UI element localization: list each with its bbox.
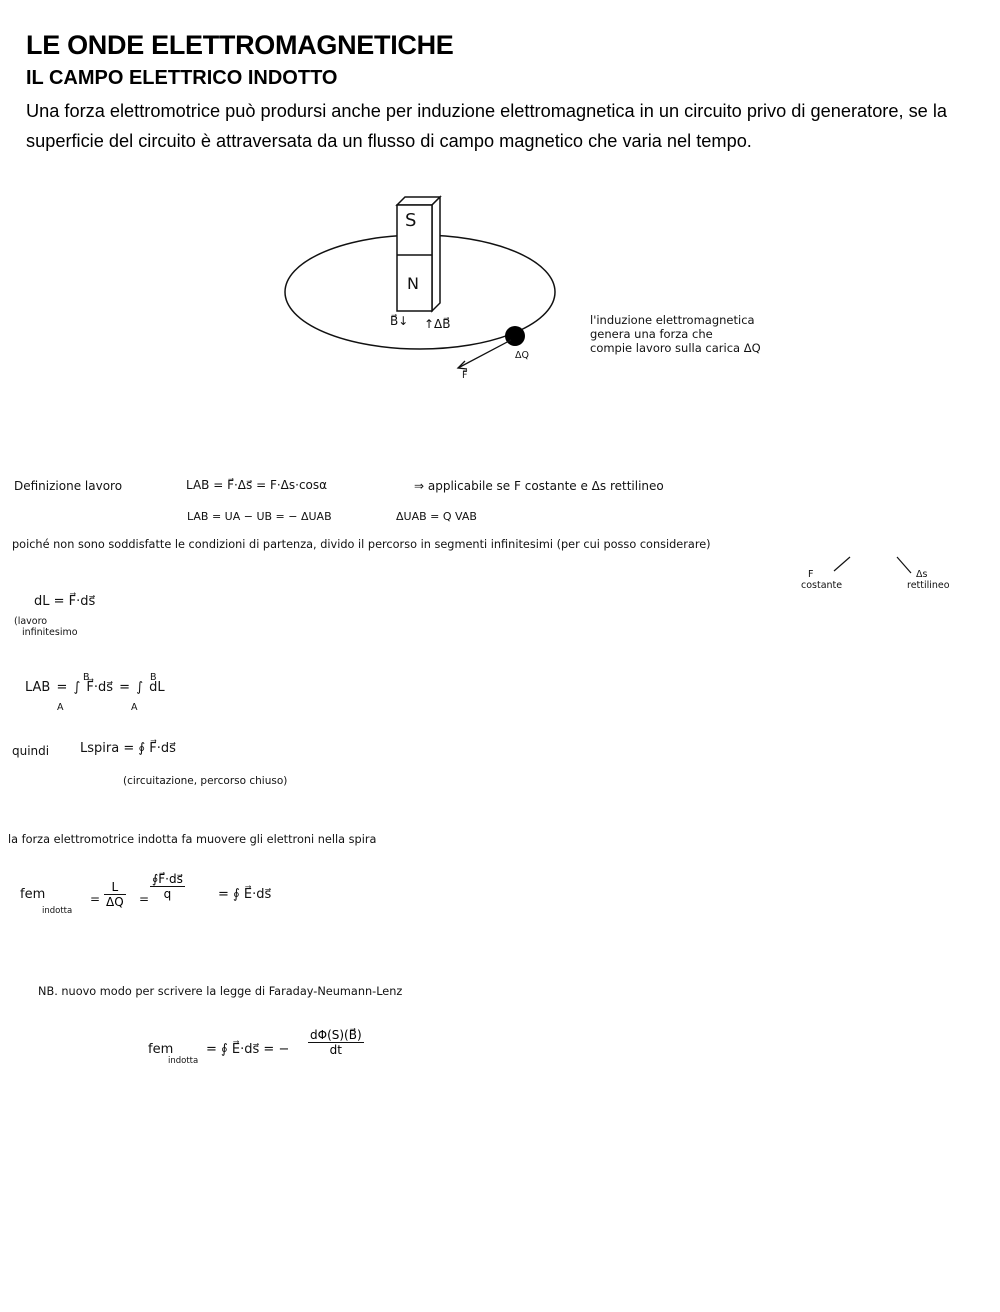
force-label: F⃗ <box>462 370 468 381</box>
diagram-note-line2: genera una forza che <box>590 327 713 341</box>
fraction-l-denominator: ΔQ <box>106 895 124 909</box>
force-constant-label-1: F <box>808 569 814 580</box>
infinitesimal-segments-text: poiché non sono soddisfatte le condizioni di partenza, divido il percorso in segmenti infinitesimi (per cui posso considerare) <box>12 538 711 551</box>
dl-formula: dL = F⃗·ds⃗ <box>34 594 96 609</box>
integral-upper-b1: B <box>83 672 90 683</box>
delta-b-label: ↑ΔB⃗ <box>424 317 451 331</box>
nb-faraday-text: NB. nuovo modo per scrivere la legge di Faraday-Neumann-Lenz <box>38 985 403 998</box>
magnet <box>397 197 440 311</box>
dl-note-line1: (lavoro <box>14 616 48 627</box>
delta-q-label: ΔQ <box>515 350 529 361</box>
pole-n-label: N <box>407 274 419 293</box>
dl-note-line2: infinitesimo <box>22 627 78 638</box>
equals-sign-2: = <box>139 892 150 906</box>
work-definition-label: Definizione lavoro <box>14 479 123 493</box>
faraday-law-formula: = ∮ E⃗·ds⃗ = − <box>206 1042 290 1057</box>
branch-line-left <box>834 557 850 571</box>
force-constant-label-2: costante <box>801 580 843 591</box>
fraction-circulation-numerator: ∮F⃗·ds⃗ <box>152 872 183 886</box>
emf-electrons-text: la forza elettromotrice indotta fa muovere gli elettroni nella spira <box>8 833 377 846</box>
work-potential-formula: LAB = UA − UB = − ΔUAB <box>187 510 332 523</box>
flux-derivative-numerator: dΦ(S)(B⃗) <box>310 1028 362 1042</box>
emf-subscript: indotta <box>42 906 73 916</box>
diagram-note-line1: l'induzione elettromagnetica <box>590 313 755 327</box>
ds-rectilinear-label-2: rettilineo <box>907 580 950 591</box>
pole-s-label: S <box>405 210 417 231</box>
work-formula: LAB = F⃗·Δs⃗ = F·Δs·cosα <box>186 478 328 492</box>
fraction-circulation-denominator: q <box>150 886 185 901</box>
fraction-l-over-dq <box>104 880 126 909</box>
circuitazione-note: (circuitazione, percorso chiuso) <box>123 775 288 787</box>
lab-integral-formula: LAB = ∫ F⃗·ds⃗ = ∫ dL <box>25 680 165 695</box>
integral-lower-a2: A <box>131 702 138 713</box>
fraction-l-numerator: L <box>111 880 119 894</box>
emf-label: fem <box>20 887 46 902</box>
charge-dot <box>505 326 525 346</box>
fraction-flux-derivative <box>308 1028 364 1057</box>
intro-paragraph: Una forza elettromotrice può prodursi anche per induzione elettromagnetica in un circuito privo di generatore, se la superficie del circuito è attraversata da un flusso di campo magnetico che varia nel tempo. <box>26 101 947 151</box>
branch-line-right <box>897 557 911 573</box>
b-field-label: B⃗↓ <box>390 314 409 328</box>
quindi-label: quindi <box>12 744 50 758</box>
work-condition: ⇒ applicabile se F costante e Δs rettilineo <box>414 479 664 493</box>
emf2-subscript: indotta <box>168 1056 199 1066</box>
emf2-label: fem <box>148 1042 174 1057</box>
integral-lower-a1: A <box>57 702 64 713</box>
force-arrow <box>458 340 511 368</box>
page-title: LE ONDE ELETTROMAGNETICHE <box>26 30 454 60</box>
equals-sign-1: = <box>90 892 101 906</box>
fraction-circulation-over-q <box>150 872 185 901</box>
integral-upper-b2: B <box>150 672 157 683</box>
diagram-note-line3: compie lavoro sulla carica ΔQ <box>590 341 761 355</box>
potential-energy-formula: ΔUAB = Q VAB <box>396 510 477 523</box>
page-subtitle: IL CAMPO ELETTRICO INDOTTO <box>26 67 338 89</box>
ds-rectilinear-label-1: Δs <box>916 569 928 580</box>
emf-electric-circulation: = ∮ E⃗·ds⃗ <box>218 887 272 902</box>
flux-derivative-denominator: dt <box>308 1042 364 1057</box>
lspira-formula: Lspira = ∮ F⃗·ds⃗ <box>80 741 176 756</box>
